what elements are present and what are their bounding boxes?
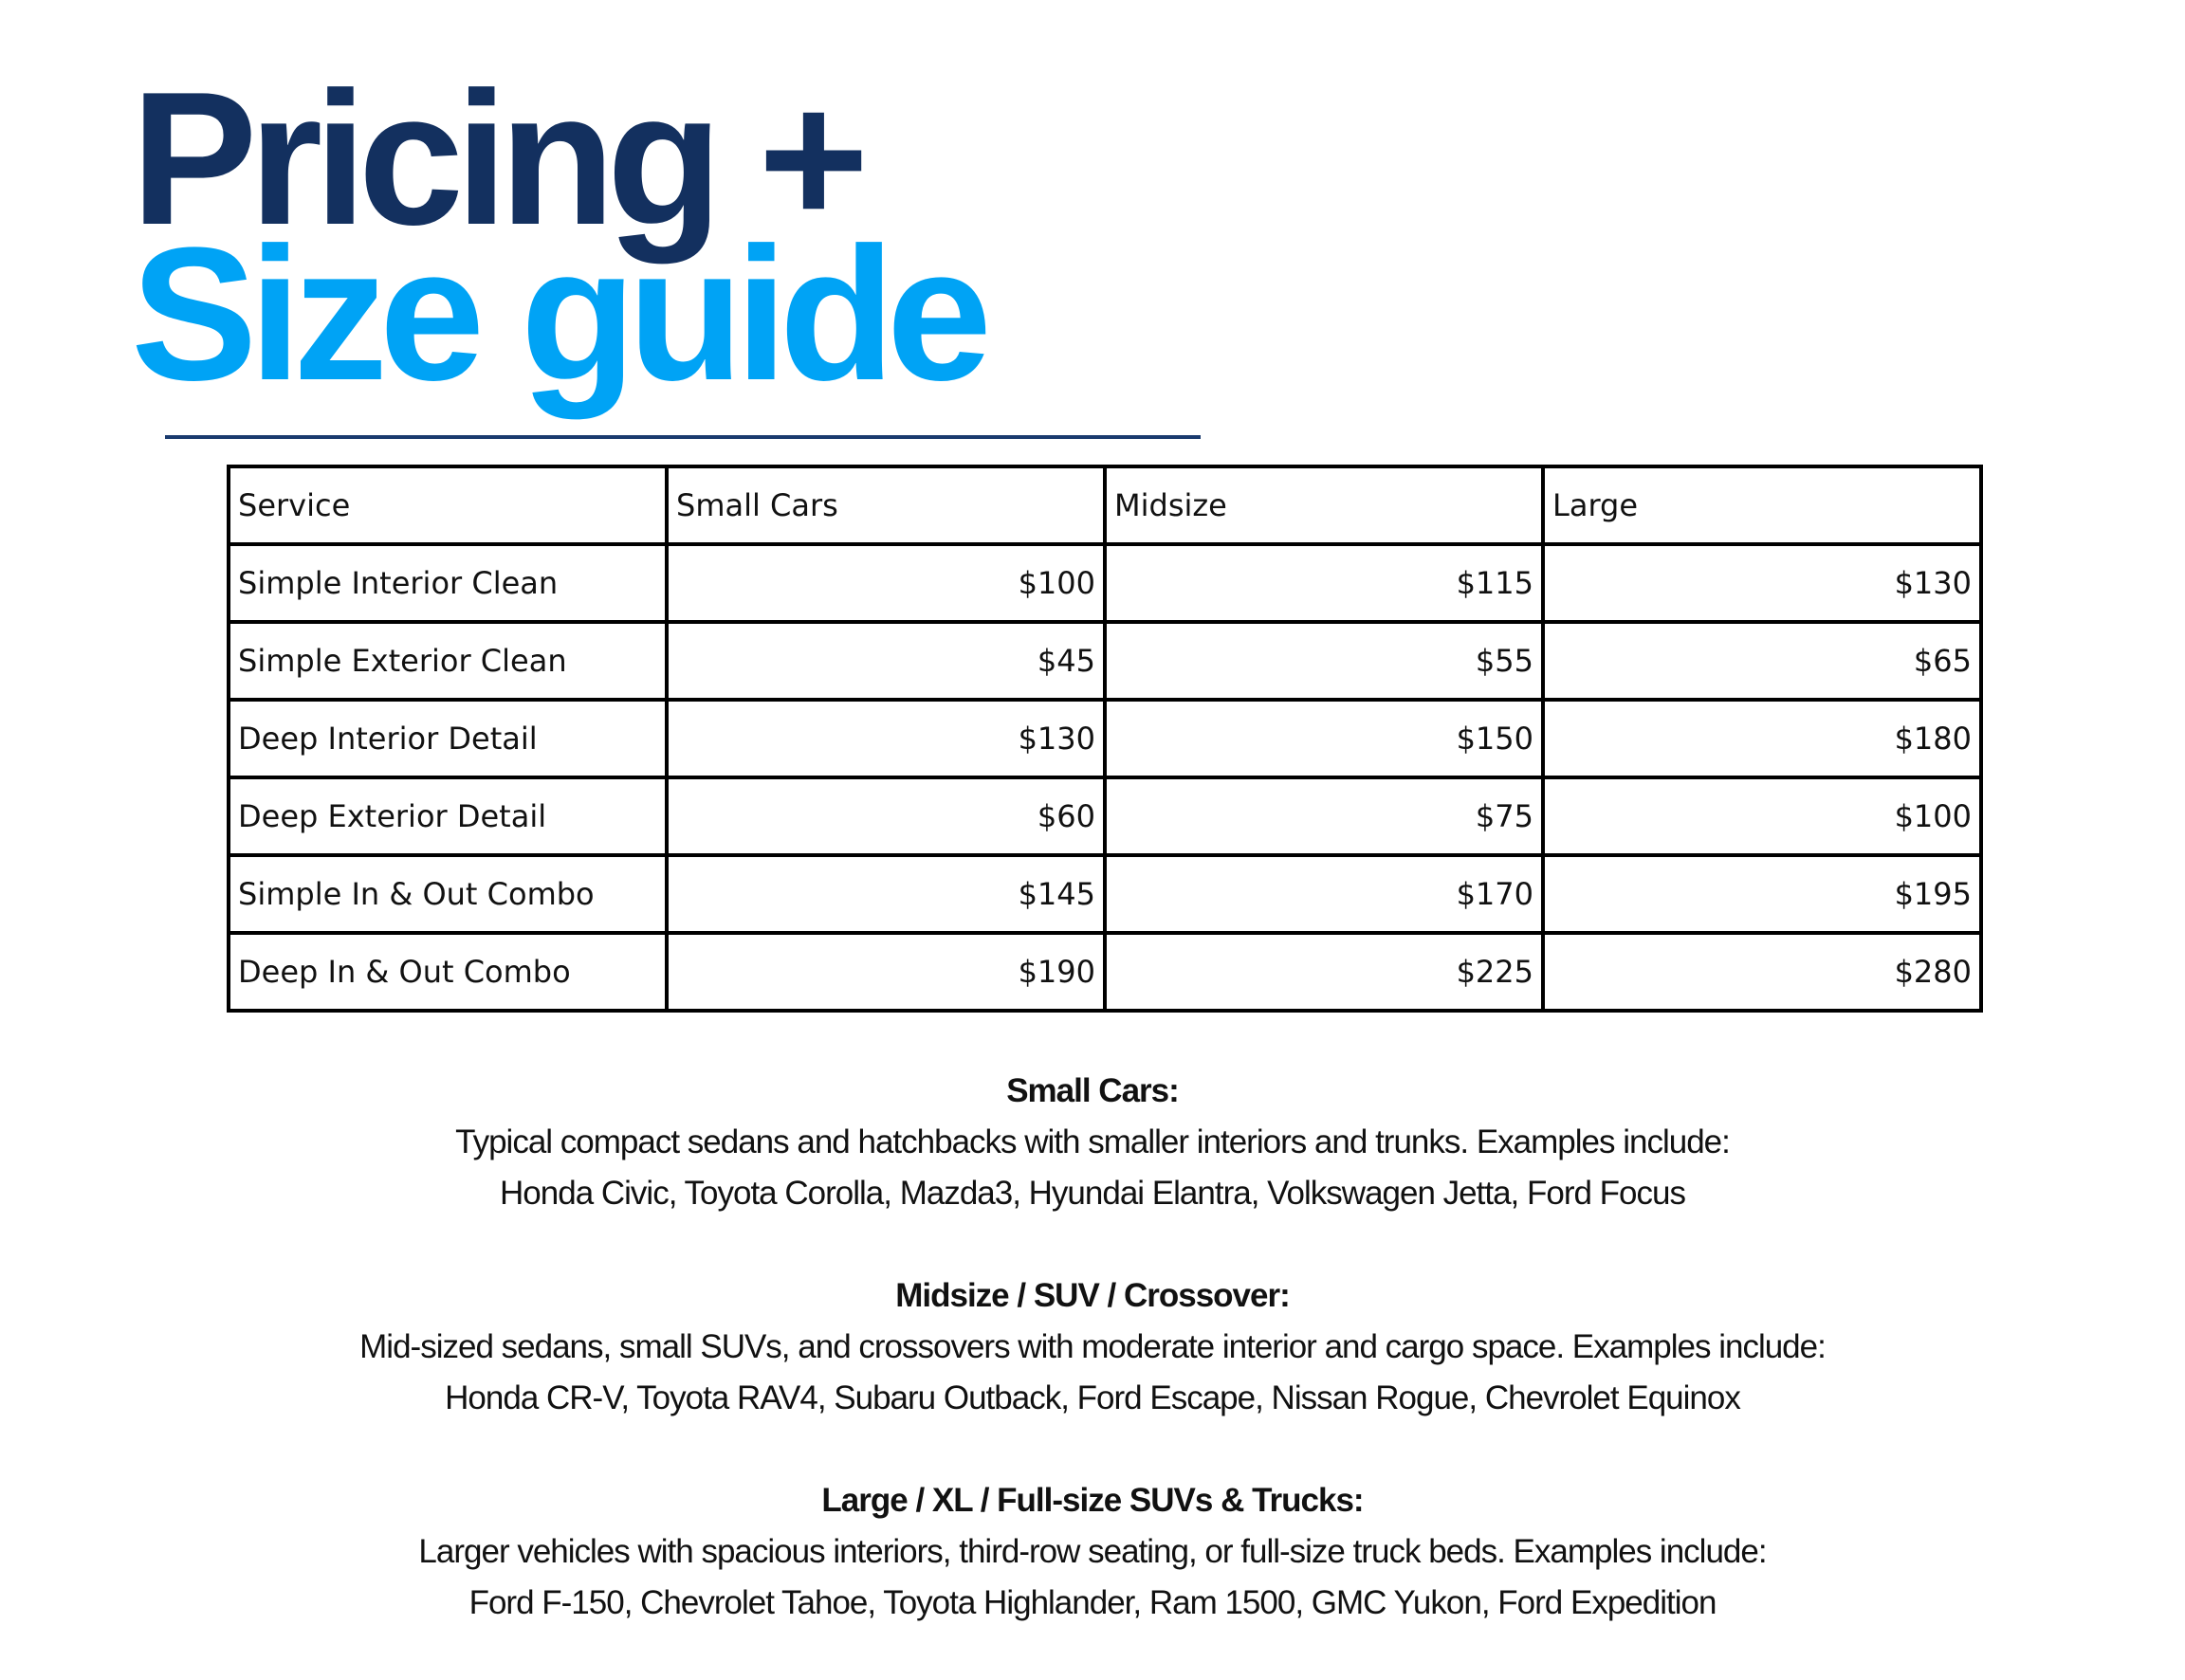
pricing-table-header-row [229,466,1981,544]
size-description: Mid-sized sedans, small SUVs, and crossovers with moderate interior and cargo space. Examples include: [359,1328,1826,1365]
page-title-line-2: Size guide [131,209,984,420]
column-header-small-cars: Small Cars [667,466,1105,544]
price-midsize: $55 [1105,622,1543,700]
column-header-large: Large [1543,466,1981,544]
price-large: $65 [1543,622,1981,700]
table-row [229,933,1981,1011]
size-description: Larger vehicles with spacious interiors, third-row seating, or full-size truck beds. Examples include: [418,1533,1767,1570]
column-header-service: Service [229,466,667,544]
title-divider [165,435,1201,439]
column-header-midsize: Midsize [1105,466,1543,544]
size-examples: Honda CR-V, Toyota RAV4, Subaru Outback, Ford Escape, Nissan Rogue, Chevrolet Equinox [445,1379,1740,1416]
size-section-midsize [0,1270,2185,1424]
service-name: Simple Interior Clean [229,544,667,622]
size-description: Typical compact sedans and hatchbacks with smaller interiors and trunks. Examples include: [455,1123,1730,1160]
price-midsize: $150 [1105,700,1543,777]
size-section-large [0,1475,2185,1629]
size-heading: Midsize / SUV / Crossover: [895,1277,1290,1314]
size-heading: Small Cars: [1006,1072,1179,1109]
price-small: $190 [667,933,1105,1011]
price-large: $280 [1543,933,1981,1011]
table-row [229,544,1981,622]
price-large: $195 [1543,855,1981,933]
price-small: $130 [667,700,1105,777]
price-large: $180 [1543,700,1981,777]
price-midsize: $75 [1105,777,1543,855]
price-midsize: $170 [1105,855,1543,933]
page-title-line-1: Pricing + [131,53,861,265]
service-name: Deep In & Out Combo [229,933,667,1011]
service-name: Deep Interior Detail [229,700,667,777]
service-name: Simple In & Out Combo [229,855,667,933]
price-small: $145 [667,855,1105,933]
table-row [229,700,1981,777]
size-guide [0,1066,2185,1680]
size-section-small-cars [0,1066,2185,1219]
price-small: $60 [667,777,1105,855]
price-large: $130 [1543,544,1981,622]
price-large: $100 [1543,777,1981,855]
service-name: Simple Exterior Clean [229,622,667,700]
size-examples: Ford F-150, Chevrolet Tahoe, Toyota Highlander, Ram 1500, GMC Yukon, Ford Expedition [468,1584,1717,1621]
table-row [229,777,1981,855]
price-midsize: $225 [1105,933,1543,1011]
table-row [229,855,1981,933]
price-small: $45 [667,622,1105,700]
service-name: Deep Exterior Detail [229,777,667,855]
price-small: $100 [667,544,1105,622]
pricing-table [227,465,1983,1013]
price-midsize: $115 [1105,544,1543,622]
size-examples: Honda Civic, Toyota Corolla, Mazda3, Hyundai Elantra, Volkswagen Jetta, Ford Focus [500,1175,1685,1212]
table-row [229,622,1981,700]
size-heading: Large / XL / Full-size SUVs & Trucks: [821,1482,1364,1519]
